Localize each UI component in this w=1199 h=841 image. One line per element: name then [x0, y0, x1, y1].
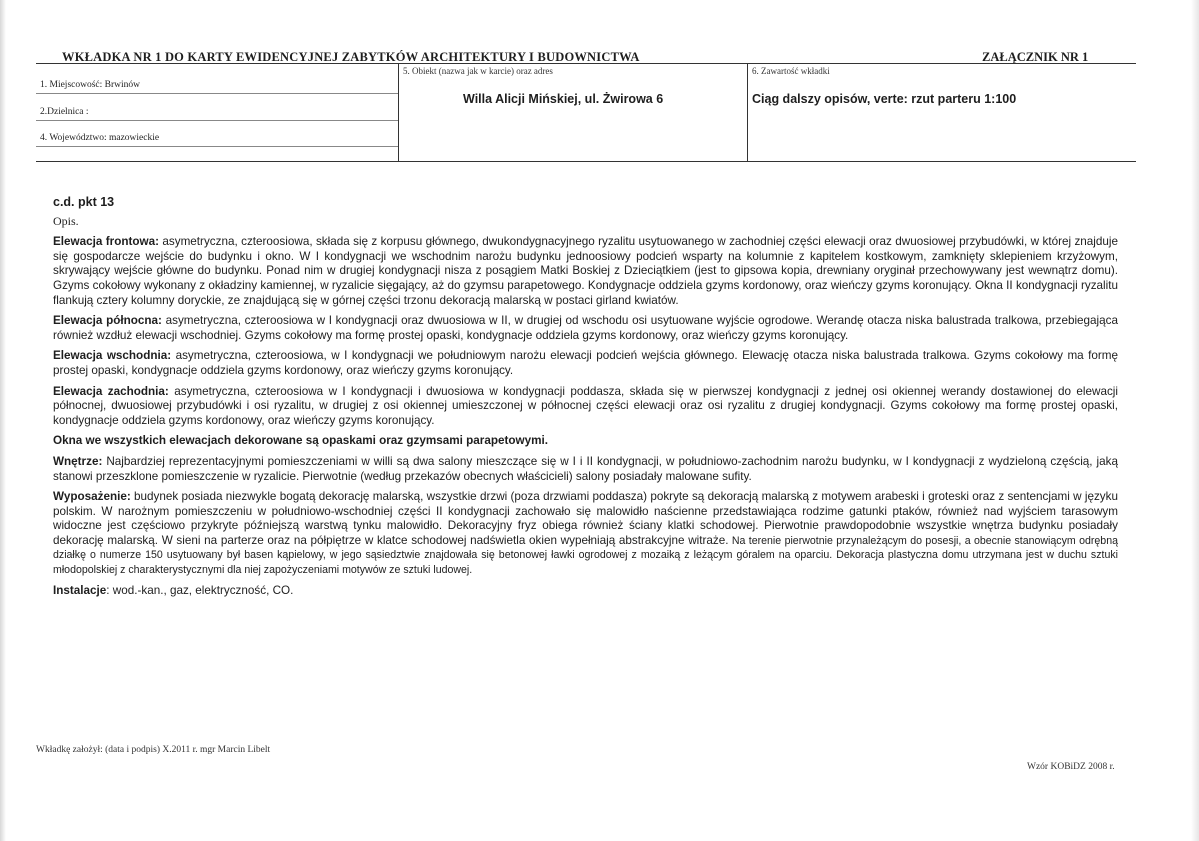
footer-author: Wkładkę założył: (data i podpis) X.2011 r. mgr Marcin Libelt — [36, 745, 271, 755]
district-field: 2.Dzielnica : — [36, 107, 398, 121]
paragraph-west-elevation — [53, 385, 1118, 429]
west-elevation-title: Elewacja zachodnia: — [53, 384, 169, 398]
equipment-title: Wyposażenie: — [53, 490, 131, 504]
paragraph-north-elevation — [53, 314, 1118, 343]
front-elevation-text: asymetryczna, czteroosiowa, składa się z korpusu głównego, dwukondygnacyjnego ryzalitu usytuowanego w zachodniej części elewacji oraz dwuosiowej przybudówki, w której znajduje się gospodarcze wejście do budynku i okno. W I kondygnacji we wschodnim narożu budynku jednoosiowy podcień wsparty na kolumnie z kapitelem kostkowym, zamknięty sklepieniem krzyżowym, skrywający wejście główne do budynku. Ponad nim w drugiej kondygnacji nisza z posągiem Matki Boskiej z Dzieciątkiem (jest to gipsowa kopia, drewniany oryginał przechowywany jest wewnątrz domu). Gzyms cokołowy wykonany z okładziny kamiennej, w ryzalicie sięgający, aż do gzymsu parapetowego. Kondygnacje oddziela gzyms kordonowy, oraz wieńczy gzyms koronujący. Okna II kondygnacji ryzalitu flankują cztery kolumny doryckie, ze znajdującą się w górnej części trzonu dekoracją malarską w postaci girland kwiatów. — [53, 235, 1118, 307]
paragraph-interior — [53, 455, 1118, 484]
paragraph-equipment — [53, 490, 1118, 578]
contents-label: 6. Zawartość wkładki — [752, 66, 830, 76]
north-elevation-text: asymetryczna, czteroosiowa w I kondygnacji oraz dwuosiowa w II, w drugiej od wschodu osi usytuowane wyjście ogrodowe. Werandę otacza niska balustrada tralkowa, przebiegająca również wzdłuż elewacji wschodniej. Gzyms cokołowy ma formę prostej opaski, kondygnacje oddziela gzyms kordonowy, oraz wieńczy gzyms koronujący. — [53, 314, 1118, 342]
equipment-text: budynek posiada niezwykle bogatą dekorację malarską, wszystkie drzwi (poza drzwiami poddasza) pokryte są dekoracją malarską z motywem arabeski i groteski oraz z sentencjami w języku polskim. W narożnym pomieszczeniu w południowo-wschodniej części II kondygnacji zachowało się malowidło naścienne przedstawiająca rodzime gatunki ptaków, również nad wyjściem tarasowym widoczne jest częściowo przykryte późniejszą warstwą tynku malowidło. Dekoracyjny fryz obiega również ściany klatki schodowej. Pierwotnie prawdopodobnie wszystkie wnętrza budynku posiadały dekorację malarską. W sieni na parterze oraz na półpiętrze w klatce schodowej nadświetla okien wypełniają abstrakcyjne witraże. — [53, 490, 1118, 547]
object-label: 5. Obiekt (nazwa jak w karcie) oraz adres — [403, 66, 553, 76]
installations-title: Instalacje — [53, 583, 107, 597]
annex-label: ZAŁĄCZNIK NR 1 — [982, 50, 1089, 64]
north-elevation-title: Elewacja północna: — [53, 314, 162, 328]
scan-edge-right — [1191, 0, 1199, 841]
paragraph-east-elevation — [53, 349, 1118, 378]
document-title: WKŁADKA NR 1 DO KARTY EWIDENCYJNEJ ZABYTKÓW ARCHITEKTURY I BUDOWNICTWA — [62, 50, 640, 64]
section-heading: c.d. pkt 13 — [53, 195, 115, 209]
paragraph-front-elevation — [53, 235, 1118, 308]
object-column — [399, 64, 747, 161]
description-body — [53, 195, 1118, 604]
opis-label: Opis. — [53, 213, 79, 228]
scan-edge-left — [0, 0, 6, 841]
equipment-small-text: Na terenie pierwotnie przynależącym do posesji, a obecnie stanowiącym odrębną działkę o numerze 150 usytuowany był basen kąpielowy, w jego sąsiedztwie znajdowała się betonowej ławki ogrodowej z mozaiką z leżącym góralem na oparciu. Dekoracja plastyczna domu utrzymana jest w duchu sztuki młodopolskiej z charakterystycznymi dla niej zapożyczeniami motywów ze sztuki ludowej. — [53, 534, 1118, 577]
object-value: Willa Alicji Mińskiej, ul. Żwirowa 6 — [463, 92, 664, 106]
interior-title: Wnętrze: — [53, 454, 103, 468]
front-elevation-title: Elewacja frontowa: — [53, 235, 159, 249]
installations-text: : wod.-kan., gaz, elektryczność, CO. — [106, 583, 294, 597]
locality-field: 1. Miejscowość: Brwinów — [36, 80, 398, 94]
windows-statement: Okna we wszystkich elewacjach dekorowane są opaskami oraz gzymsami parapetowymi. — [53, 434, 548, 448]
interior-text: Najbardziej reprezentacyjnymi pomieszczeniami w willi są dwa salony mieszczące się w I i II kondygnacji, w południowo-zachodnim narożu budynku, w I kondygnacji z wydzieloną częścią, jaką stanowi przeszklone pomieszczenie w ryzalicie. Pierwotnie (według przekazów obecnych właścicieli) salony posiadały malowane sufity. — [53, 454, 1118, 483]
location-column — [36, 64, 398, 161]
voivodeship-field: 4. Województwo: mazowieckie — [36, 133, 398, 147]
west-elevation-text: asymetryczna, czteroosiowa w I kondygnacji i dwuosiowa w kondygnacji poddasza, składa się w pierwszej kondygnacji z jednej osi okiennej werandy dostawionej do elewacji północnej, dwuosiowej przybudówki i osi ryzalitu, w drugiej z osi okiennej umieszczonej w północnej części elewacji oraz osi ryzalitu z drugiej kondygnacji. Gzyms cokołowy ma formę prostej opaski, kondygnacje oddziela gzyms kordonowy, oraz wieńczy gzyms koronujący. — [53, 384, 1118, 427]
footer-template: Wzór KOBiDZ 2008 r. — [1027, 762, 1115, 772]
east-elevation-title: Elewacja wschodnia: — [53, 349, 172, 363]
contents-value: Ciąg dalszy opisów, verte: rzut parteru 1:100 — [752, 92, 1017, 106]
header-form-table — [36, 63, 1136, 162]
paragraph-installations — [53, 584, 1118, 599]
contents-column — [748, 64, 1136, 161]
east-elevation-text: asymetryczna, czteroosiowa, w I kondygnacji we południowym narożu elewacji podcień wejścia głównego. Elewację otacza niska balustrada tralkowa. Gzyms cokołowy ma formę prostej opaski, kondygnacje oddziela gzyms kordonowy, oraz wieńczy gzyms koronujący. — [53, 349, 1118, 377]
